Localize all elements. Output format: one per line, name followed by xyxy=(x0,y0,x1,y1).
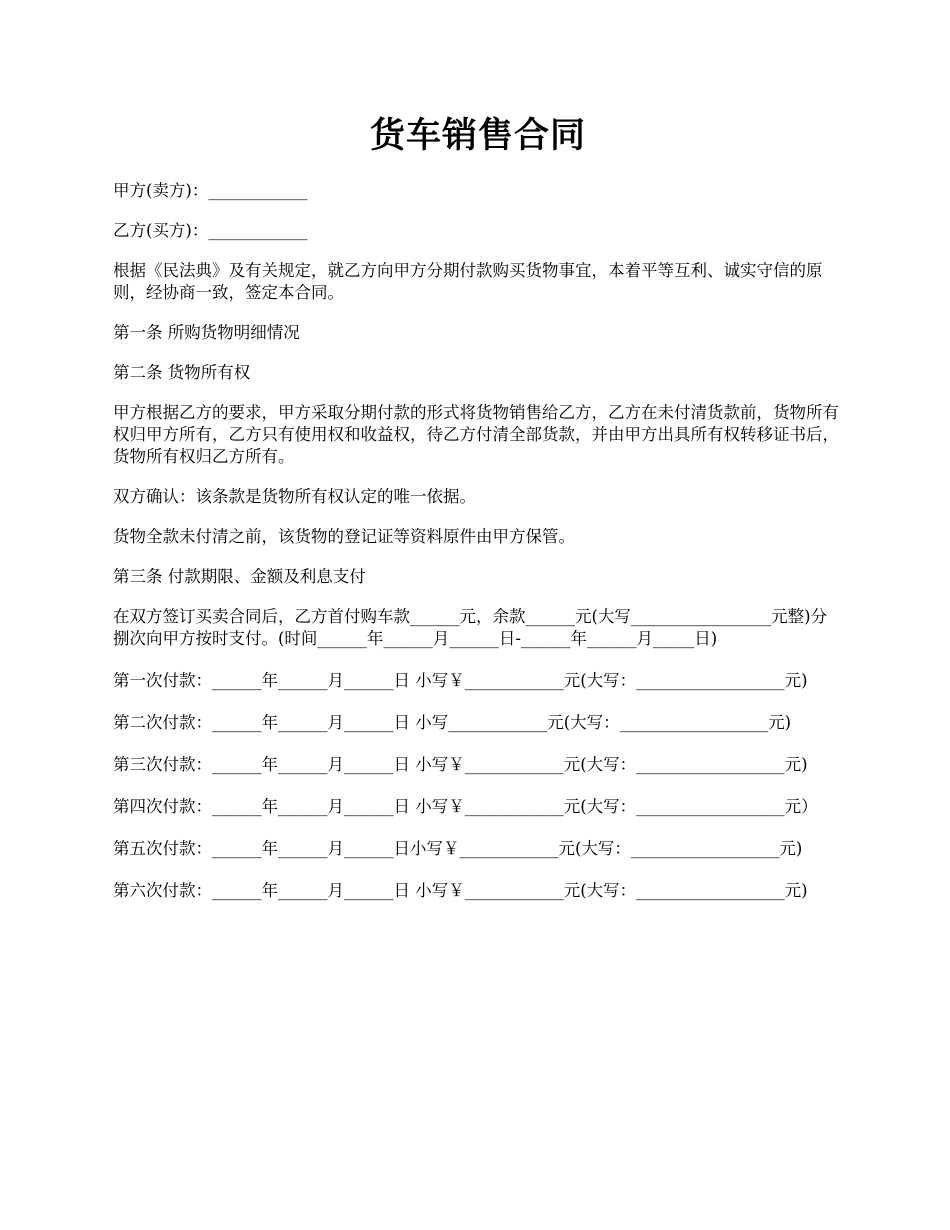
contract-page xyxy=(113,110,843,922)
article-2-heading: 第二条 货物所有权 xyxy=(113,363,251,382)
custody-paragraph: 货物全款未付清之前，该货物的登记证等资料原件由甲方保管。 xyxy=(113,527,575,546)
article-1-heading: 第一条 所购货物明细情况 xyxy=(113,323,300,342)
ownership-paragraph: 甲方根据乙方的要求，甲方采取分期付款的形式将货物销售给乙方，乙方在未付清货款前，货物所有权归甲方所有，乙方只有使用权和收益权，待乙方付清全部货款，并由甲方出具所有权转移证书后，货物所有权归乙方所有。 xyxy=(113,403,839,466)
payment-3-line: 第三次付款：______年______月______日 小写￥____________元(大写：__________________元) xyxy=(113,755,808,774)
payment-5-line: 第五次付款：______年______月______日小写￥____________元(大写：__________________元) xyxy=(113,839,803,858)
payment-6-line: 第六次付款：______年______月______日 小写￥____________元(大写：__________________元) xyxy=(113,881,808,900)
payment-4-line: 第四次付款：______年______月______日 小写￥____________元(大写：__________________元） xyxy=(113,797,818,816)
payment-terms-paragraph: 在双方签订买卖合同后，乙方首付购车款______元，余款______元(大写_________________元整)分捌次向甲方按时支付。(时间______年______月______日-______年______月_____日) xyxy=(113,607,828,648)
payment-2-line: 第二次付款：______年______月______日 小写____________元(大写：__________________元) xyxy=(113,713,792,732)
payment-1-line: 第一次付款：______年______月______日 小写￥____________元(大写：__________________元) xyxy=(113,671,808,690)
preamble-paragraph: 根据《民法典》及有关规定，就乙方向甲方分期付款购买货物事宜，本着平等互利、诚实守信的原则，经协商一致，签定本合同。 xyxy=(113,261,823,302)
document-title: 货车销售合同 xyxy=(369,115,586,156)
party-b-line: 乙方(买方)：____________ xyxy=(113,221,308,240)
party-a-line: 甲方(卖方)：____________ xyxy=(113,181,308,200)
confirmation-paragraph: 双方确认：该条款是货物所有权认定的唯一依据。 xyxy=(113,487,476,506)
article-3-heading: 第三条 付款期限、金额及利息支付 xyxy=(113,567,366,586)
